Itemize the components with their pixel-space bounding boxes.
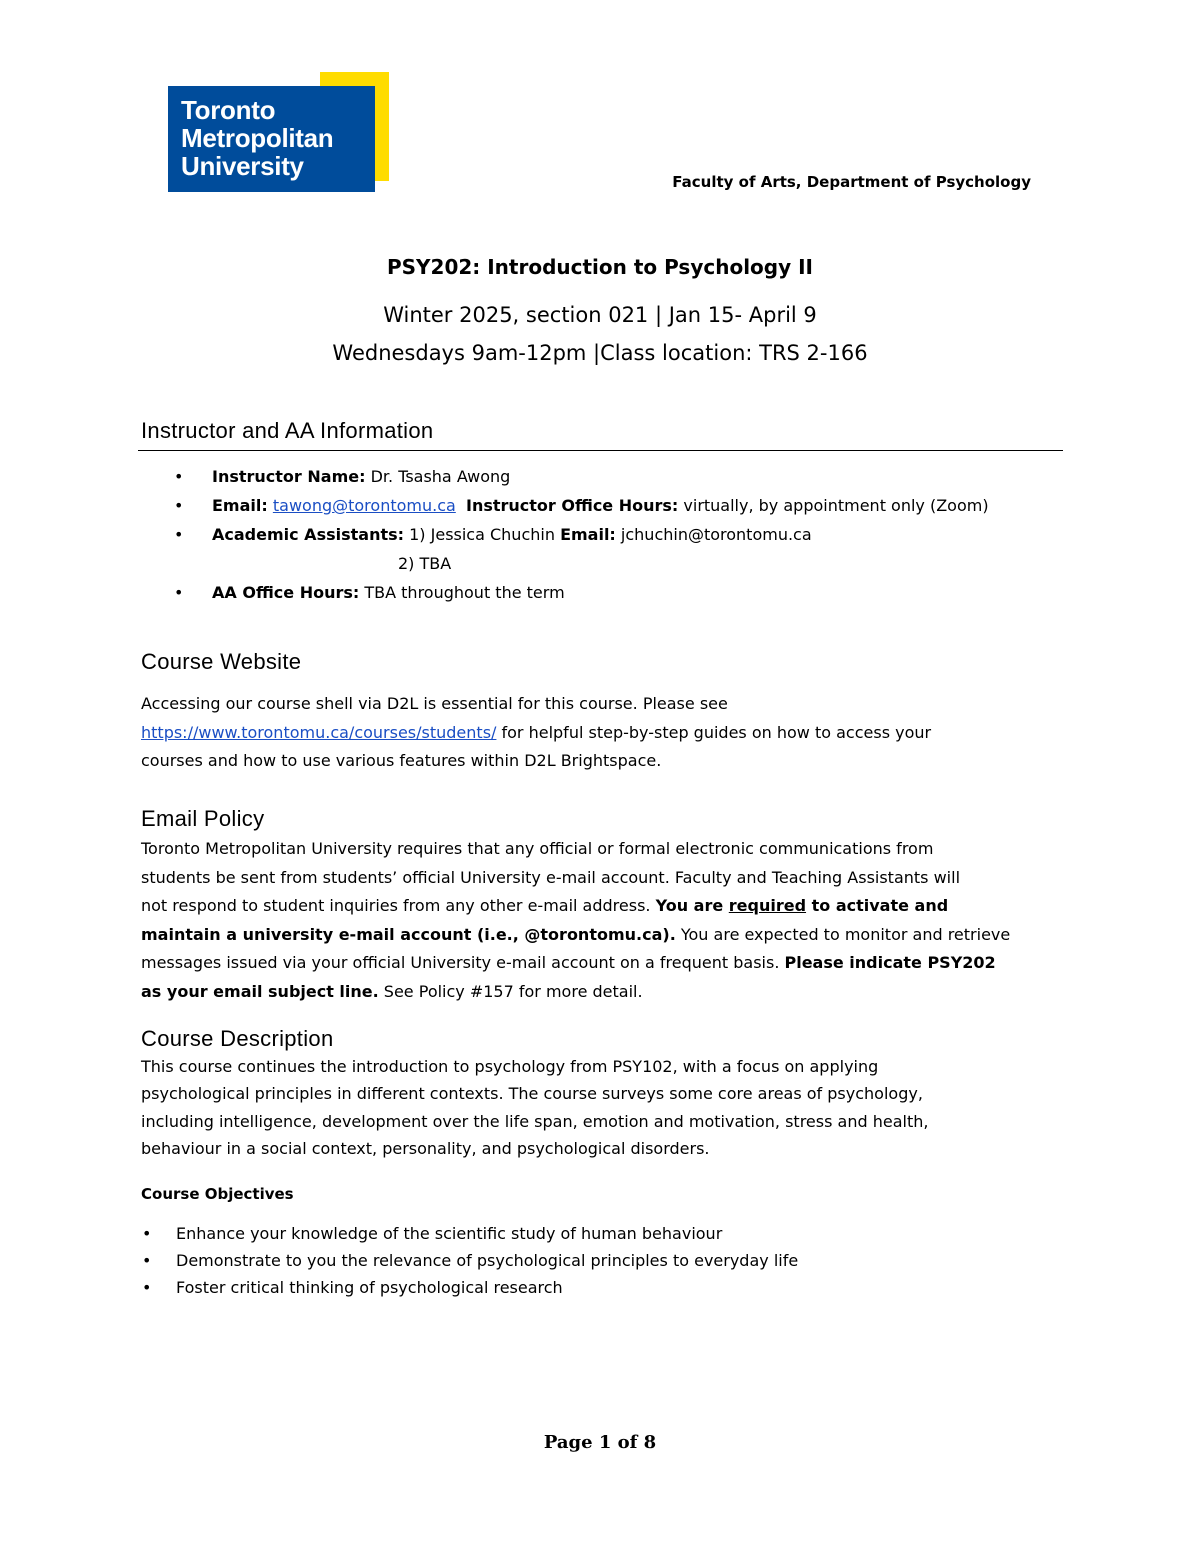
objectives-heading: Course Objectives [141, 1185, 294, 1203]
course-guides-link[interactable]: https://www.torontomu.ca/courses/students/ [141, 722, 497, 742]
policy-line-5 [141, 949, 1061, 978]
instructor-heading: Instructor and AA Information [141, 418, 434, 443]
office-hours-label: Instructor Office Hours: [465, 496, 679, 515]
list-item [174, 462, 989, 491]
description-line: This course continues the introduction to psychology from PSY102, with a focus on applying [141, 1057, 879, 1076]
list-item [174, 549, 989, 578]
course-term: Winter 2025, section 021 | Jan 15- April 9 [383, 303, 817, 327]
policy-line-1: Toronto Metropolitan University requires that any official or formal electronic communications from [141, 839, 934, 858]
policy-line-4b: You are expected to monitor and retrieve [675, 924, 1011, 944]
instructor-list [174, 462, 989, 607]
policy-required: required [728, 896, 807, 915]
instructor-name: Dr. Tsasha Awong [365, 467, 511, 486]
objective-item: • Enhance your knowledge of the scientific study of human behaviour [142, 1220, 798, 1247]
email-label: Email: [212, 496, 268, 515]
aa-email: jchuchin@torontomu.ca [615, 525, 812, 544]
email-policy-paragraph [141, 835, 1061, 1006]
list-item [174, 491, 989, 520]
list-item [174, 520, 989, 549]
policy-line-6 [141, 978, 1061, 1007]
aa-name-2: 2) TBA [398, 554, 452, 573]
page-number [0, 1432, 1200, 1453]
course-schedule: Wednesdays 9am-12pm |Class location: TRS 2-166 [332, 341, 868, 365]
policy-line-4a: maintain a university e-mail account (i.e., @torontomu.ca). [141, 924, 676, 944]
university-logo [168, 86, 375, 192]
list-item [174, 578, 989, 607]
objectives-list [142, 1220, 798, 1301]
logo-line-1: Toronto [181, 95, 276, 125]
policy-line-3b: You are [655, 896, 729, 915]
policy-line-2: students be sent from students’ official University e-mail account. Faculty and Teaching Assistants will [141, 867, 961, 887]
email-policy-heading: Email Policy [141, 806, 265, 831]
description-line: including intelligence, development over the life span, emotion and motivation, stress and health, [141, 1111, 929, 1131]
policy-line-5a: messages issued via your official University e-mail account on a frequent basis. [141, 953, 785, 972]
policy-line-6a: as your email subject line. [141, 981, 379, 1001]
policy-line-3a: not respond to student inquiries from any other e-mail address. [141, 896, 656, 915]
description-line: psychological principles in different contexts. The course surveys some core areas of psychology, [141, 1084, 923, 1104]
aa-name-1: 1) Jessica Chuchin [404, 525, 561, 544]
website-line-1: Accessing our course shell via D2L is essential for this course. Please see [141, 694, 728, 713]
objective-item: • Foster critical thinking of psychological research [142, 1274, 798, 1301]
website-heading: Course Website [141, 649, 302, 674]
description-line: behaviour in a social context, personality, and psychological disorders. [141, 1138, 710, 1158]
website-line-2-rest: for helpful step-by-step guides on how to access your [496, 722, 932, 742]
aa-email-label: Email: [560, 525, 616, 544]
faculty-department: Faculty of Arts, Department of Psychology [672, 173, 1031, 191]
website-line-3: courses and how to use various features within D2L Brightspace. [141, 751, 662, 770]
website-line-2 [141, 719, 1061, 748]
office-hours-value: virtually, by appointment only (Zoom) [678, 496, 989, 515]
aa-label: Academic Assistants: [212, 525, 405, 544]
page-number-label: Page 1 of 8 [543, 1432, 657, 1453]
policy-line-3 [141, 892, 1061, 921]
description-heading: Course Description [141, 1026, 334, 1051]
instructor-email-link[interactable]: tawong@torontomu.ca [272, 496, 456, 515]
description-paragraph [141, 1053, 1061, 1162]
website-paragraph [141, 690, 1061, 776]
aa-hours-value: TBA throughout the term [359, 583, 565, 602]
logo-line-3: University [181, 151, 304, 181]
policy-line-6b: See Policy #157 for more detail. [378, 981, 643, 1001]
policy-line-5b: Please indicate PSY202 [784, 953, 996, 972]
instructor-name-label: Instructor Name: [212, 467, 366, 486]
aa-hours-label: AA Office Hours: [212, 583, 360, 602]
policy-line-3d: to activate and [806, 896, 949, 915]
logo-line-2: Metropolitan [181, 123, 334, 153]
objective-item: • Demonstrate to you the relevance of psychological principles to everyday life [142, 1247, 798, 1274]
policy-line-4 [141, 921, 1061, 950]
course-title: PSY202: Introduction to Psychology II [386, 255, 813, 279]
heading-divider [138, 450, 1063, 451]
